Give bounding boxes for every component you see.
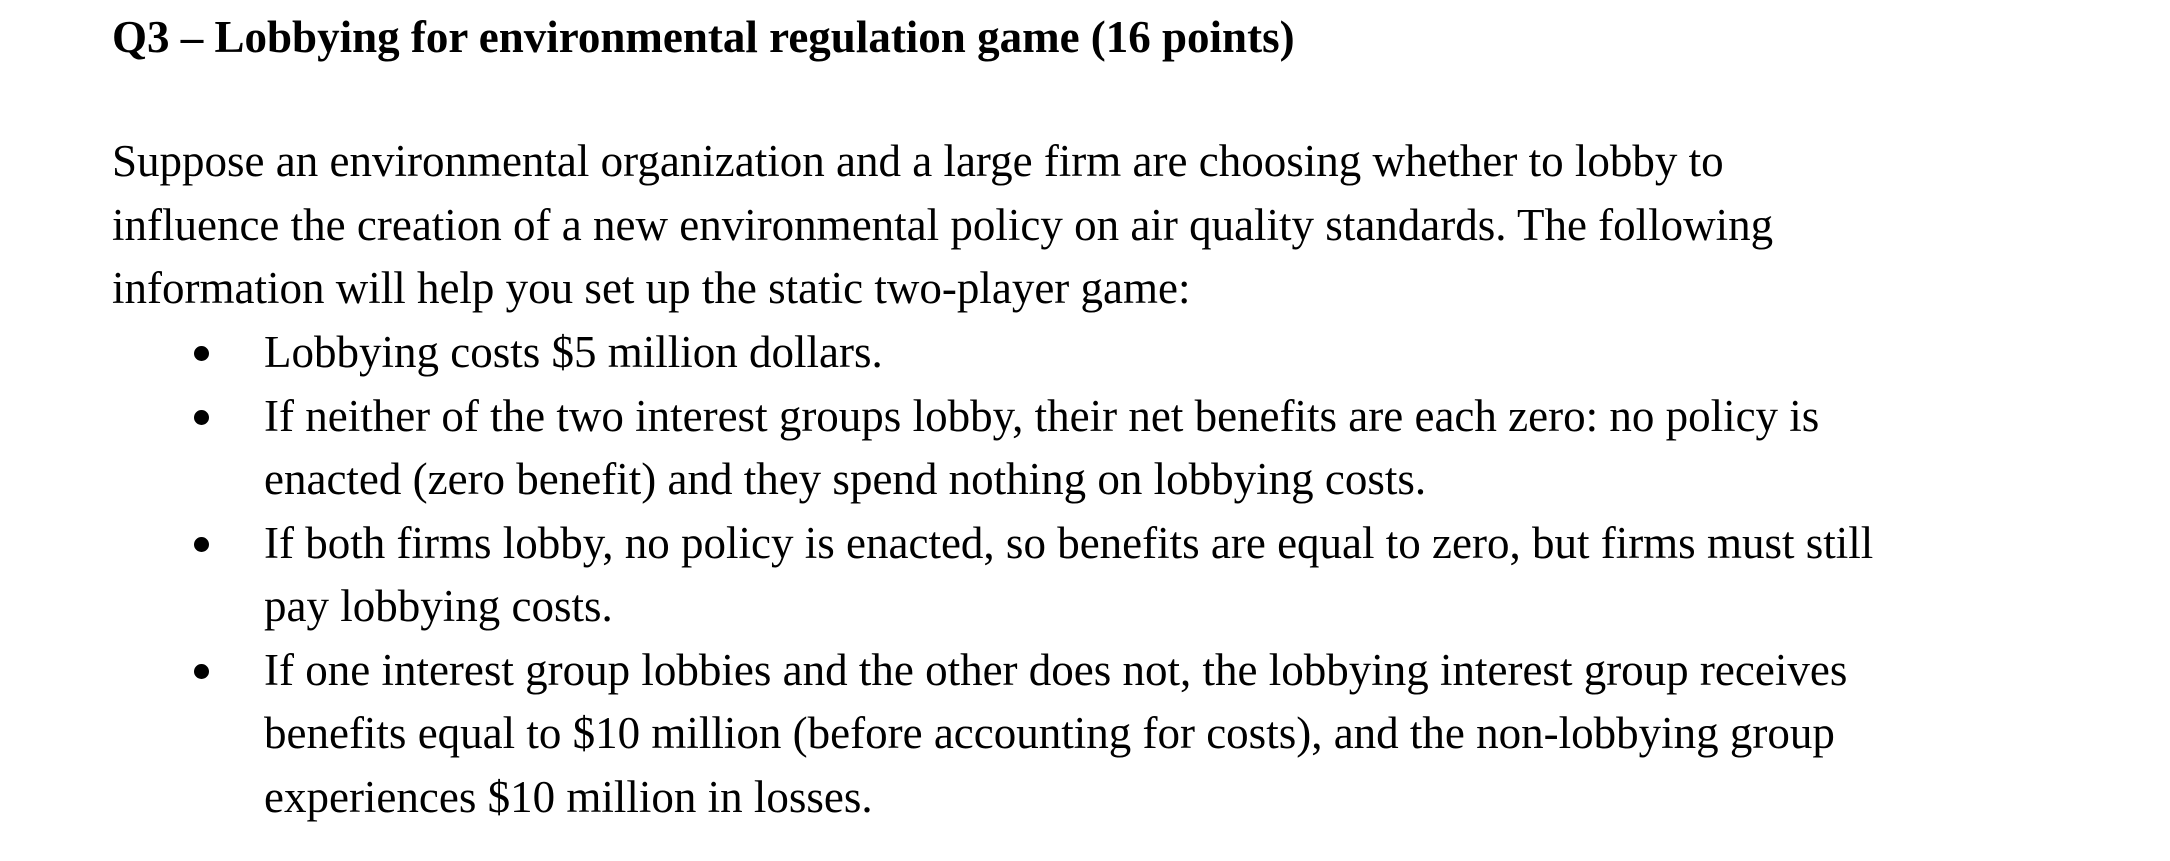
bullet-line: If neither of the two interest groups lobby, their net benefits are each zero: no policy is — [264, 390, 1820, 441]
bullet-dot-icon — [194, 410, 209, 425]
bullet-line: experiences $10 million in losses. — [264, 771, 873, 822]
bullet-line: Lobbying costs $5 million dollars. — [264, 327, 883, 377]
bullet-line: benefits equal to $10 million (before accounting for costs), and the non-lobbying group — [264, 708, 1835, 758]
bullet-line: If one interest group lobbies and the other does not, the lobbying interest group receives — [264, 644, 1848, 695]
question-title: Q3 – Lobbying for environmental regulation game (16 points) — [112, 12, 1295, 62]
bullet-line: enacted (zero benefit) and they spend nothing on lobbying costs. — [264, 454, 1427, 504]
bullet-dot-icon — [194, 664, 209, 679]
bullet-line: pay lobbying costs. — [264, 581, 613, 631]
bullet-dot-icon — [194, 537, 209, 552]
bullet-item-one-lobbies — [112, 639, 2112, 830]
intro-line: information will help you set up the static two-player game: — [112, 263, 1191, 313]
intro-line: Suppose an environmental organization and a large firm are choosing whether to lobby to — [112, 136, 1724, 186]
bullet-item-both-lobby — [112, 512, 2112, 639]
bullet-list — [112, 321, 2112, 829]
bullet-line: If both firms lobby, no policy is enacted, so benefits are equal to zero, but firms must still — [264, 517, 1874, 568]
bullet-item-lobbying-cost — [112, 321, 2112, 385]
bullet-item-neither-lobby — [112, 385, 2112, 512]
intro-paragraph — [112, 130, 2102, 321]
intro-line: influence the creation of a new environmental policy on air quality standards. The following — [112, 199, 1774, 250]
bullet-dot-icon — [194, 346, 209, 361]
